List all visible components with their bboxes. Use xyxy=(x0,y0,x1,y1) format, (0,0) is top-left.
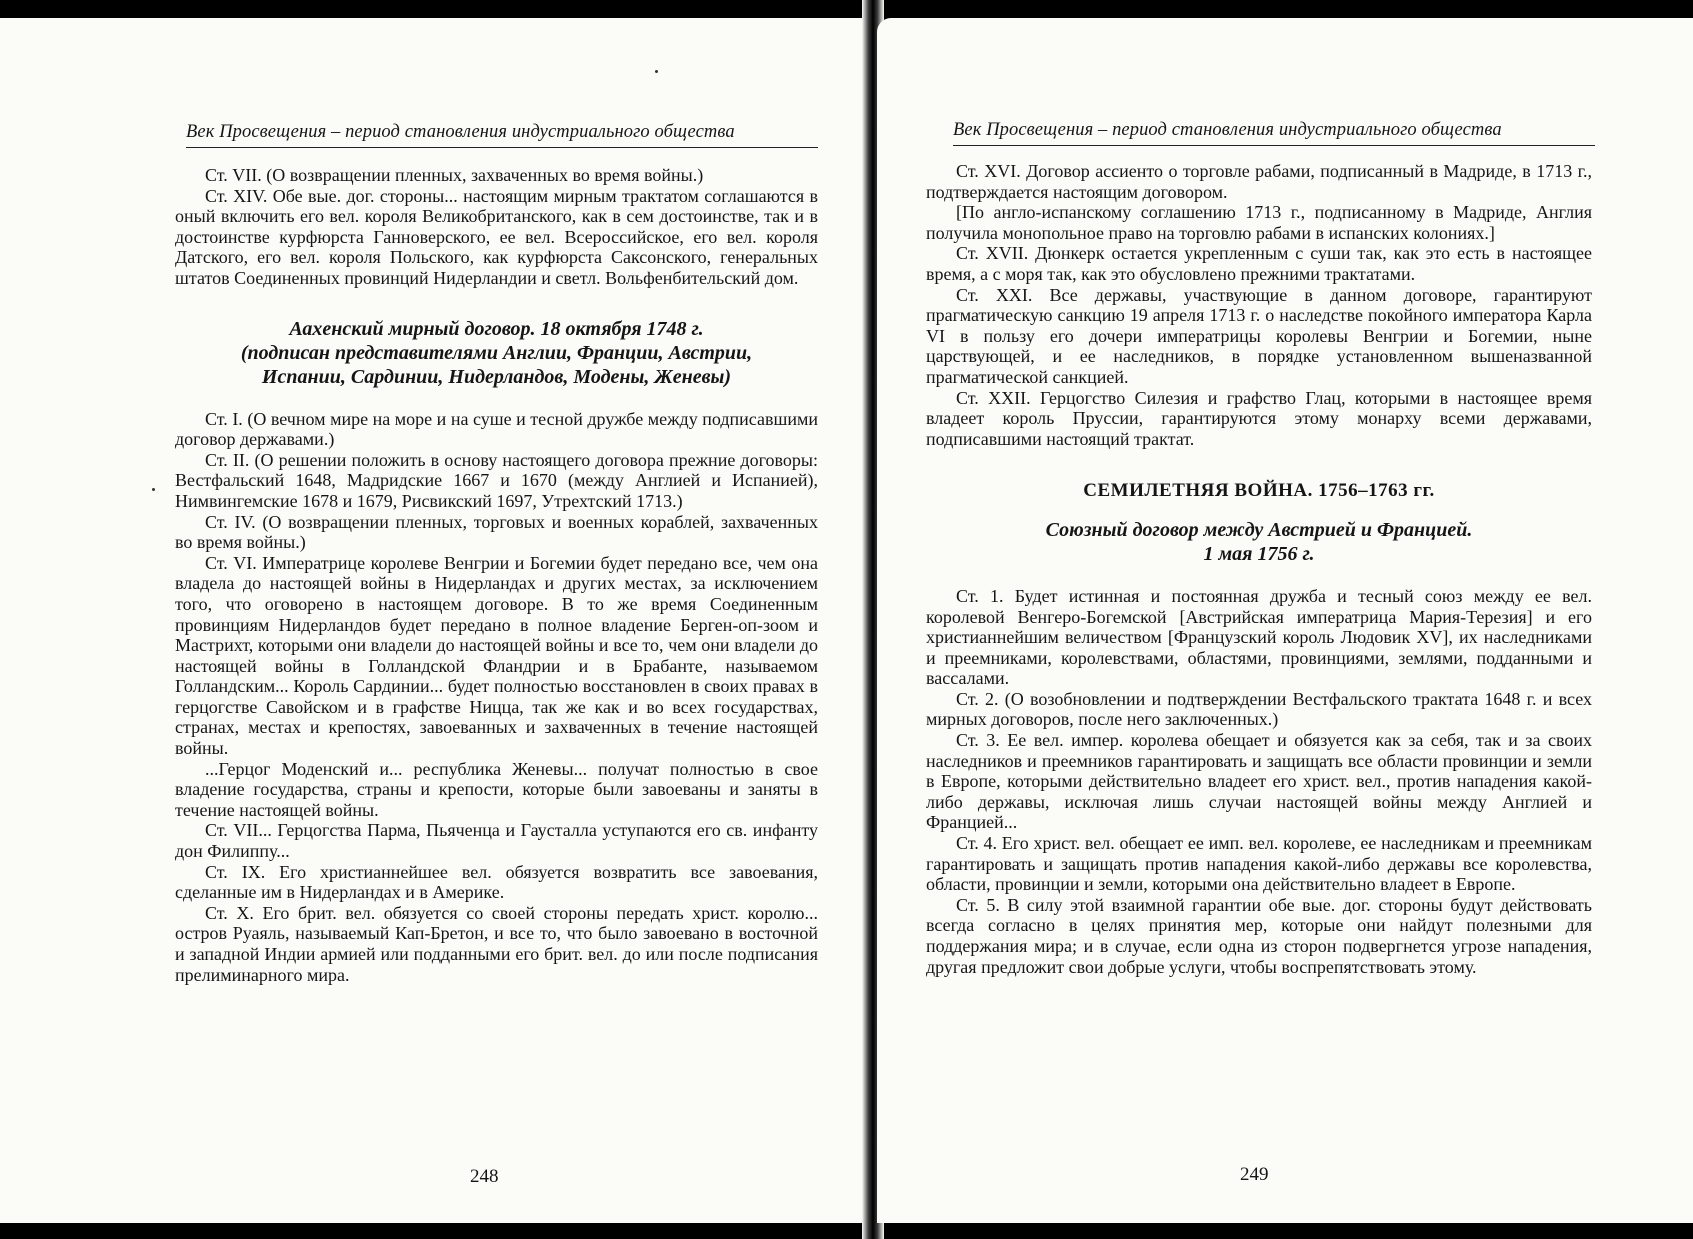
left-page xyxy=(0,18,868,1223)
paragraph: Ст. XVII. Дюнкерк остается укрепленным с суши так, как это есть в настоящее время, а с моря так, как это обусловлено прежними трактатами. xyxy=(926,243,1592,284)
scan-speck xyxy=(152,488,155,491)
paragraph: Ст. IV. (О возвращении пленных, торговых и военных кораблей, захваченных во время войны.) xyxy=(175,511,818,553)
paragraph: Ст. 5. В силу этой взаимной гарантии обе вые. дог. стороны будут действовать всегда согласно в целях принятия мер, которые они найдут полезными для поддержания мира; и в случае, если одна из сторон подвергнется угрозе нападения, другая предложит свои добрые услуги, чтобы воспрепятствовать этому. xyxy=(926,894,1592,977)
paragraph: Ст. 2. (О возобновлении и подтверждении Вестфальского трактата 1648 г. и всех мирных договоров, после него заключенных.) xyxy=(926,688,1592,730)
war-heading: СЕМИЛЕТНЯЯ ВОЙНА. 1756–1763 гг. xyxy=(1083,480,1435,502)
treaty-title-line: Аахенский мирный договор. 18 октября 1748 г. xyxy=(289,317,704,340)
paragraph: Ст. 1. Будет истинная и постоянная дружба и тесный союз между ее вел. королевой Венгеро-Богемской [Австрийская императрица Мария-Терезия] и его христианнейшим величеством [Французский король Людовик XV], их наследниками и преемниками, королевствами, областями, провинциями, землями, подданными и вассалами. xyxy=(926,585,1592,689)
paragraph: [По англо-испанскому соглашению 1713 г., подписанному в Мадриде, Англия получила монопольное право на торговлю рабами в испанских колониях.] xyxy=(926,202,1592,243)
page-number-right: 249 xyxy=(1240,1164,1269,1185)
paragraph: Ст. X. Его брит. вел. обязуется со своей стороны передать христ. королю... остров Руаяль, называемый Кап-Бретон, и все то, что было завоевано в восточной и западной Индии армией или подданными его брит. вел. до или после подписания прелиминарного мира. xyxy=(175,902,818,985)
treaty-title-line: (подписан представителями Англии, Франции, Австрии, xyxy=(240,341,753,364)
paragraph: Ст. 4. Его христ. вел. обещает ее имп. вел. королеве, ее наследникам и преемникам гарантировать и защищать против нападения какой-либо державы все королевства, области, провинции и земли, которыми она действительно владеет в Европе. xyxy=(926,833,1592,895)
scan-speck xyxy=(655,70,658,73)
paragraph: Ст. VII... Герцогства Парма, Пьяченца и Гаусталла уступаются его св. инфанту дон Филиппу... xyxy=(175,820,818,862)
left-body-text xyxy=(175,165,818,985)
right-running-head: Век Просвещения – период становления индустриального общества xyxy=(953,120,1595,146)
treaty-title-line: 1 мая 1756 г. xyxy=(1203,542,1315,565)
paragraph: Ст. XIV. Обе вые. дог. стороны... настоящим мирным трактатом соглашаются в оный включить его вел. короля Великобританского, как в сем достоинстве, так и в достоинстве курфюрста Ганноверского, ее вел. Всероссийское, его вел. короля Датского, его вел. короля Польского, как курфюрста Саксонского, генеральных штатов Соединенных провинций Нидерландии и светл. Вольфенбительский дом. xyxy=(175,185,818,288)
right-page xyxy=(877,18,1693,1223)
treaty-title-line: Испании, Сардинии, Нидерландов, Модены, Женевы) xyxy=(261,365,732,388)
paragraph: Ст. VI. Императрице королеве Венгрии и Богемии будет передано все, чем она владела до настоящей войны в Нидерландах и других местах, за исключением того, что оговорено в настоящем договоре. В то же время Соединенным провинциям Нидерландов будет передано в полное владение Берген-оп-зоом и Мастрихт, которыми они владели до настоящей войны и все то, чем они владели до настоящей войны в Голландской Фландрии и в Брабанте, называемом Голландским... Король Сардинии... будет полностью восстановлен в своих правах в герцогстве Савойском и в графстве Ницца, так же как и во всех государствах, странах, местах и крепостях, завоеванных и захваченных в течение настоящей войны. xyxy=(175,552,818,759)
paragraph: Ст. IX. Его христианнейшее вел. обязуется возвратить все завоевания, сделанные им в Нидерландах и в Америке. xyxy=(175,861,818,903)
paragraph: Ст. 3. Ее вел. импер. королева обещает и обязуется как за себя, так и за своих наследников и преемников гарантировать и защищать все области провинции и земли в Европе, которыми действительно владеет его христ. вел., против нападения какой-либо державы, исключая лишь случаи настоящей войны между Англией и Францией... xyxy=(926,730,1592,833)
paragraph: Ст. XXI. Все державы, участвующие в данном договоре, гарантируют прагматическую санкцию 19 апреля 1713 г. о наследстве покойного императора Карла VI в пользу его дочери императрицы королевы Венгрии и Богемии, ныне царствующей, и ее наследников, в порядке установленном вышеназванной прагматической санкцией. xyxy=(926,284,1592,387)
paragraph: ...Герцог Моденский и... республика Женевы... получат полностью в свое владение государства, страны и крепости, которые были завоеваны и заняты в течение настоящей войны. xyxy=(175,758,818,820)
paragraph: Ст. VII. (О возвращении пленных, захваченных во время войны.) xyxy=(205,165,704,185)
treaty-title-alliance xyxy=(926,518,1592,566)
paragraph: Ст. XXII. Герцогство Силезия и графство Глац, которыми в настоящее время владеет король Пруссии, гарантируются этому монарху всеми державами, подписавшими настоящий трактат. xyxy=(926,387,1592,449)
paragraph: Ст. I. (О вечном мире на море и на суше и тесной дружбе между подписавшими договор державами.) xyxy=(175,408,818,450)
paragraph: Ст. XVI. Договор ассиенто о торговле рабами, подписанный в Мадриде, в 1713 г., подтверждается настоящим договором. xyxy=(926,161,1592,202)
treaty-title-aachen xyxy=(175,317,818,389)
paragraph: Ст. II. (О решении положить в основу настоящего договора прежние договоры: Вестфальский 1648, Мадридские 1667 и 1670 (между Англией и Испанией), Нимвингемские 1678 и 1679, Рисвикский 1697, Утрехтский 1713.) xyxy=(175,449,818,511)
page-number-left: 248 xyxy=(470,1166,499,1187)
right-body-text xyxy=(926,161,1592,977)
left-running-head: Век Просвещения – период становления индустриального общества xyxy=(186,122,818,148)
treaty-title-line: Союзный договор между Австрией и Францией. xyxy=(1045,518,1473,541)
